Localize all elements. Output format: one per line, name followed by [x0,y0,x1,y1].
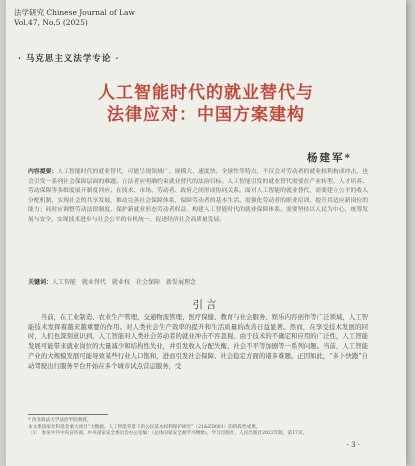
footnote-funding: 本文系国家社科基金重大项目“大数据、人工智能背景下的公民基本权利保护研究”（21&ZD001）的阶段性成果。 [28,424,261,430]
column-tag: · 马克思主义法学专论 · [18,54,120,64]
footnotes [28,418,368,438]
article-title-line1: 人工智能时代的就业替代与 [98,83,314,103]
journal-volume: Vol.47, No.5 (2025) [14,18,88,27]
body-paragraph: 当前，在工业制造、农业生产管理、交通物流管理、医疗保健、教育与社会服务、娱乐内容创作等广泛领域，人工智能技术发挥着越来越重要的作用。对人类社会生产效率的提升和生活质量的改善日益显著。然而，在享受技术发展的同时，人们也深刻意识到，人工智能对人类社会劳动者的就业冲击不容忽视。由于技术的不确定和应用的广泛性，人工智能发展可能带来就业岗位的大量减少和结构性失业，并引发收入分配失衡、社会不平等加剧等一系列问题。当前，人工智能产业的大规模发展可能导致某些行业人口饱和，进而引发社会保障、社会稳定方面的诸多难题。正因如此，“多卜快跑”自动驾驶出行服务平台开始在多个城市试点营运服务，受 [28,313,368,370]
footnote-1: 〔1〕 参见中共中央宣传部、中央国家安全委员会办公室编：《总体国家安全观学习纲要》，学习出版社、人民出版社2022年版，第17页。 [28,431,308,437]
keywords-list: 人工智能 就业替代 就业权 社会保障 新发展理念 [52,279,197,286]
abstract-label: 内容提要： [28,169,58,175]
author-name: 杨建军* [307,152,352,164]
page-number: · 3 · [346,441,360,449]
journal-header [14,8,135,28]
journal-name: 法学研究 Chinese Journal of Law [14,8,135,17]
article-title-line2: 法律应对：中国方案建构 [107,105,305,125]
journal-page [6,0,406,466]
keywords-label: 关键词： [28,279,53,286]
keywords [28,277,368,286]
abstract-text: 人工智能时代的就业替代，可能呈现领域广、规模大、速度快、全球性等特点，不仅会对劳动者的就业权利构成冲击，也会引发一系列社会保障层面的难题。立法者应明确约束就业替代的法治目标。人工智能引发的就业替代需要在产业转型、人才培养、劳动保障等多维度展开制度回应。在技术、市场、劳动者、政府之间形成协同关系。面对人工智能的就业替代，需要建立公平的收入分配机制，实现社会的共享发展，推动完善社会保障体系，保障劳动者的基本生活。需强化劳动者的职业培训，提升其适应新岗位的能力；同时应调整劳动法律制度，保护新就业形态劳动者权益。构建人工智能时代的就业保障体系，需要坚持以人民为中心，统筹发展与安全，实现技术进步与社会公平的有机统一，促进经济社会高质量发展。 [28,169,368,223]
intro-heading: 引言 [192,299,220,311]
footnote-author: * 西北政法大学法治学院教授。 [28,418,92,423]
abstract [28,168,368,274]
footnote-divider [28,414,108,415]
